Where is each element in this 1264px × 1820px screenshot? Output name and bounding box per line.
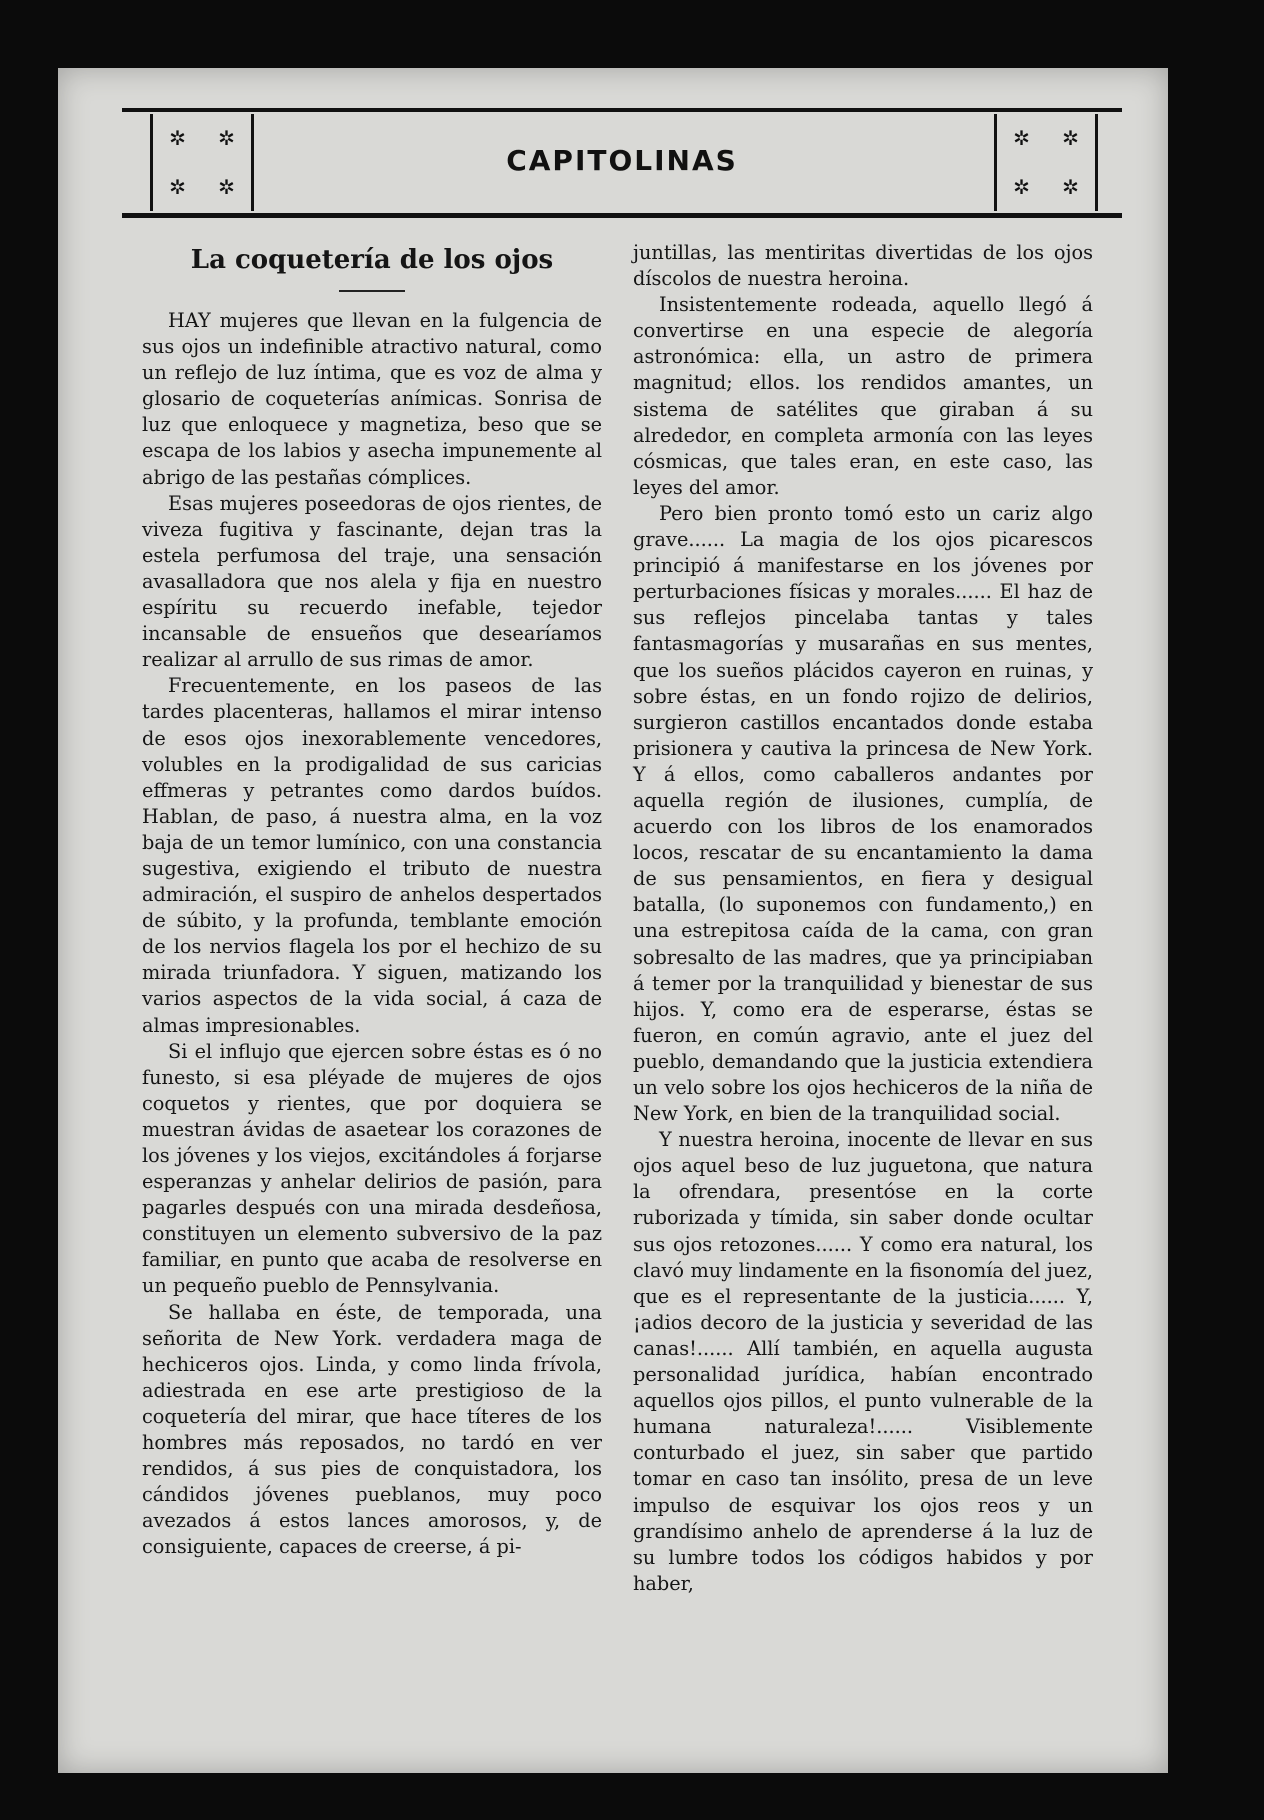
header-bottom-rule: [122, 213, 1122, 218]
section-header: [122, 108, 1122, 218]
section-title: CAPITOLINAS: [506, 144, 738, 177]
star-ornament-right: [994, 114, 1098, 211]
scanned-page: [58, 68, 1168, 1773]
paragraph: Esas mujeres poseedoras de ojos rientes, de viveza fugitiva y fascinante, dejan tras la estela perfumosa del traje, una sensación avasalladora que nos alela y fija en nuestro espíritu su recuerdo inefable, tejedor incansable de ensueños que desearíamos realizar al arrullo de sus rimas de amor.: [142, 491, 602, 672]
article-headline: La coquetería de los ojos: [190, 245, 554, 275]
star-icon: ✲: [1013, 126, 1030, 151]
paragraph: Pero bien pronto tomó esto un cariz algo grave...... La magia de los ojos picarescos principió á manifestarse en los jóvenes por perturbaciones físicas y morales...... El haz de sus reflejos pincelaba tantas y tales fantasmagorías y musarañas en sus mentes, que los sueños plácidos cayeron en ruinas, y sobre éstas, en un fondo rojizo de delirios, surgieron castillos encantados donde estaba prisionera y cautiva la princesa de New York. Y á ellos, como caballeros andantes por aquella región de ilusiones, cumplía, de acuerdo con los libros de los enamorados locos, rescatar de su encantamiento la dama de sus pensamientos, en fiera y desigual batalla, (lo suponemos con fundamento,) en una estrepitosa caída de la cama, con gran sobresalto de las madres, que ya principiaban á temer por la tranquilidad y bienestar de sus hijos. Y, como era de esperarse, éstas se fueron, en común agravio, ante el juez del pueblo, demandando que la justicia extendiera un velo sobre los ojos hechiceros de la niña de New York, en bien de la tranquilidad social.: [633, 501, 1093, 1126]
star-icon: ✲: [169, 126, 186, 151]
star-icon: ✲: [1062, 174, 1079, 199]
headline-divider: [339, 290, 405, 292]
paragraph: Insistentemente rodeada, aquello llegó á convertirse en una especie de alegoría astronómica: ella, un astro de primera magnitud; ellos. los rendidos amantes, un sistema de satélites que giraban á su alrededor, en completa armonía con las leyes cósmicas, que tales eran, en este caso, las leyes del amor.: [633, 293, 1093, 499]
star-icon: ✲: [218, 126, 235, 151]
paragraph: Si el influjo que ejercen sobre éstas es ó no funesto, si esa pléyade de mujeres de ojos coquetos y rientes, que por doquiera se muestran ávidas de asaetear los corazones de los jóvenes y los viejos, excitándoles á forjarse esperanzas y anhelar delirios de pasión, para pagarles después con una mirada desdeñosa, constituyen un elemento subversivo de la paz familiar, en punto que acaba de resolverse en un pequeño pueblo de Pennsylvania.: [142, 1039, 602, 1298]
paragraph: juntillas, las mentiritas divertidas de los ojos díscolos de nuestra heroina.: [633, 241, 1093, 291]
star-icon: ✲: [1062, 126, 1079, 151]
paragraph: HAY mujeres que llevan en la fulgencia de sus ojos un indefinible atractivo natural, como un reflejo de luz íntima, que es voz de alma y glosario de coqueterías anímicas. Sonrisa de luz que enloquece y magnetiza, beso que se escapa de los labios y asecha impunemente al abrigo de las pestañas cómplices.: [142, 309, 602, 489]
paragraph: Se hallaba en éste, de temporada, una señorita de New York. verdadera maga de hechiceros ojos. Linda, y como linda frívola, adiestrada en ese arte prestigioso de la coquetería del mirar, que hace títeres de los hombres más reposados, no tardó en ver rendidos, á sus pies de conquistadora, los cándidos jóvenes pueblanos, muy poco avezados á estos lances amorosos, y, de consiguiente, capaces de creerse, á pi-: [142, 1300, 602, 1559]
paragraph: Y nuestra heroina, inocente de llevar en sus ojos aquel beso de luz juguetona, que natura la ofrendara, presentóse en la corte ruborizada y tímida, sin saber donde ocultar sus ojos retozones...... Y como era natural, los clavó muy lindamente en la fisonomía del juez, que es el representante de la justicia...... Y, ¡adios decoro de la justicia y severidad de las canas!...... Allí también, en aquella augusta personalidad jurídica, habían encontrado aquellos ojos pillos, el punto vulnerable de la humana naturaleza!...... Visiblemente conturbado el juez, sin saber que partido tomar en caso tan insólito, presa de un leve impulso de esquivar los ojos reos y un grandísimo anhelo de aprenderse á la luz de su lumbre todos los códigos habidos y por haber,: [633, 1128, 1093, 1595]
header-top-rule: [122, 108, 1122, 112]
right-column: [633, 240, 1093, 1597]
paragraph: Frecuentemente, en los paseos de las tardes placenteras, hallamos el mirar intenso de esos ojos inexorablemente vencedores, volubles en la prodigalidad de sus caricias effmeras y petrantes como dardos buídos. Hablan, de paso, á nuestra alma, en la voz baja de un temor lumínico, con una constancia sugestiva, exigiendo el tributo de nuestra admiración, el suspiro de anhelos despertados de súbito, y la profunda, temblante emoción de los nervios flagela los por el hechizo de su mirada triunfadora. Y siguen, matizando los varios aspectos de la vida social, á caza de almas impresionables.: [142, 674, 602, 1037]
star-icon: ✲: [218, 174, 235, 199]
left-column: [142, 240, 602, 1561]
star-icon: ✲: [169, 174, 186, 199]
star-icon: ✲: [1013, 174, 1030, 199]
